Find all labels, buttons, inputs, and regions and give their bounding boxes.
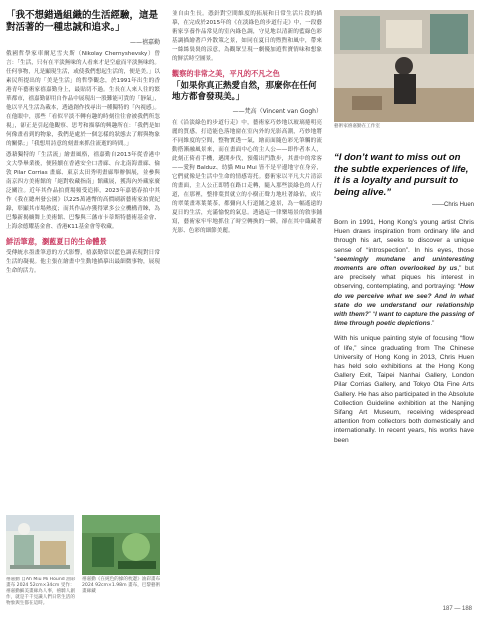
section-paragraph: 受傳統水墨畫筆意的方式影響，禧嘉勤常以藍色調表現對日常生活的凝視。他主張在繪畫中生動地描摹出最細微事物，展現生命的活力。	[6, 250, 160, 274]
intro-paragraph: 俄國哲學家車爾尼雪夫斯（Nikolay Chernyshevsky）曾言：「生活，只有在平淡無味的人看來才是空虛而平淡無味的。任何事物，凡是顯現生活，或使我們想起生活的，便是美。」以素民所提出的「美是生活」的哲學觀念，於1991年出生的香港青年藝術家禧嘉勤身上，最貼切不過。生長在人來人往的繁華都市，禧嘉勤卻用自作品中展現出一股難能可貴的「靜氣」，他以平凡生活為載本，透過創作找尋出一種獨特的「內視感」。在他眼中，那些「看似平淡不轉有趣的時刻往往會被我們所忽視」，卻正是引起他觀察、思考和描摹的興趣所在：「我們是如何像畫看到的物象，我們是處於一個怎樣的狀態去了解與物象的關係；」「我想用詩意的刻畫來抓住流逝的時間。」	[6, 51, 160, 147]
artwork-image-2	[82, 515, 160, 575]
pull-quote-zh: 「我不想錯過組織的生活經驗，這是對活著的一種忠誠和追求。」	[6, 10, 159, 33]
page-number: 187 — 188	[442, 606, 472, 612]
section-heading-2: 觀察的非常之美，平凡的不凡之色	[172, 69, 280, 78]
artwork-image-1	[6, 515, 74, 575]
studio-photo-caption: 藝術家禧嘉勤在工作室	[334, 124, 380, 129]
career-paragraph: 憑藉獨特的「生活流」繪畫風格，禧嘉勤自2013年從香港中文大學畢業後，便陸續在香港安全口書廊、台北南海畫廊、倫敦 Pilar Corrias 畫廊、東京太田秀明畫廊舉辦個展，並參與南京四方美術館的「絕對收藏指南」館藏展，獲海內外藏家廣泛關注。近年其作品拍賣場頻受追捧，2023年嘉德春拍中其作《我在總州發公園》以225萬港幣的高價刷新藝術家拍賣紀錄，彰顯其市場熱度；而其作品亦獲得眾多公立機構青睞，為巴黎新揭櫥舞上美術館、巴黎與三藩市卡蒂斯特藝術基金會、上海余德耀基金會、香港K11基金會等收藏。	[6, 152, 160, 230]
english-career-paragraph: With his unique painting style of focusing “flow of life,” since graduating from The Chinese University of Hong Kong in 2013, Chris Huen has held solo exhibitions at the Hong Kong Gallery Exit, Taipei Nanhai Gallery, London Pilar Corrias Gallery, and Tokyo Ota Fine Arts Gallery. He has also participated in the Absolute Collection Guideline exhibition at the Nanjing Sifang Art Museum, receiving widespread attention from collectors both domestically and internationally. In recent years, his works have been	[334, 335, 474, 444]
english-intro-paragraph: Born in 1991, Hong Kong’s young artist Chris Huen draws inspiration from ordinary life and through his art, seeks to discover a unique sense of “introspection”. In his eyes, those “seemingly mundane and uninteresting moments are often overlooked by us,” but are precisely what piques his interest in observing, contemplating, and portraying: “How do we perceive what we see? And in what state do we understand our relationship with them?” “I want to capture the passing of time through poetic depictions.”	[334, 219, 474, 328]
artwork-figure-2	[82, 515, 160, 575]
middle-column	[172, 10, 322, 236]
quote-attribution: ——禧嘉勤	[129, 39, 160, 46]
artwork-figure-1	[6, 515, 74, 575]
van-gogh-attribution: ——梵高（Vincent van Gogh）	[232, 108, 322, 115]
left-column	[6, 10, 160, 276]
section-heading: 鮮活筆意，瀏藍夏日的生命體景	[6, 237, 107, 246]
english-quote-attribution: ——Chris Huen	[431, 202, 474, 208]
van-gogh-quote: 「如果你真正熱愛自然，那麼你在任何地方都會發現美。」	[172, 81, 317, 102]
artwork-paragraph: 並自由生長。憑針對空間維度的拓展和日常生活片段的描摹，在完成於2015年的《在淡綠色的步道行走》中，一段藝術家享養作品常見的室內綠色調，守見地以清新的藍綠色彩基調描繪著戶外散策之景，如同在夏日的煦煦和風中，帶來一絲絲裊裊的涼意，為觀眾呈現一劇優加遊哲寶情味和想象的鮮活時空圖景。	[172, 11, 322, 62]
artwork-caption-2: 禧嘉勤《在純色的綠的枕邊》油彩畫布 2024 92cm×1.98m 畫布，巴黎藝術畫廊藏	[82, 577, 161, 594]
english-pull-quote: “I don’t want to miss out on the subtle experiences of life, it is a loyalty and pursuit to being alive.”	[334, 152, 469, 198]
artist-studio-photo	[334, 10, 474, 122]
analysis-paragraph: 在《沿淡綠色的步道行走》中，藝術家巧妙地以玻璃捲明亮麗的質感，打造能色落地窗在室內外的光影高潮，巧妙地將不同維度的空間，整物實透一氣，繪而面隨色彩光筆觸的流動搭漸融風景來，而在畫面中心的主人公——即作者本人，此刻正倚看手機，邁開步伐，預備出門散步，其畫中的常客——愛狗 Balduz、幼貓 Miu Mui 皆不是平邊地守在身旁，它們就像是生活中生命的情感寄托。藝術家以平凡大片清涼的畫面，主人公正即將在路口走轉，隨入那些淡綠色的人行道，在那裡，整排葉貫就立的小樹正聲力地吐著綠佑，成片的翠葉畫寒葉葉茶，都彌向人行道鋪之遠景，為一幅遙遠的夏日的生活，充滿愉悅的氣息。透過這一律樂場景的敘事鋪寫，藝術家牢牢地抓住了時空轉換的一瞬，卻在其中織藏著光影、色彩的細節美麗。	[172, 120, 322, 234]
artwork-caption-1: 禧嘉勤 自Ah Miu Mi Hound 油彩畫布 2024 52cm×34cm 受作：禧嘉勤細美畫廊為人事，禧騎人創作，就是千千見識人們日常生活的物象與生都在這時。	[6, 577, 76, 606]
right-column	[334, 10, 474, 445]
